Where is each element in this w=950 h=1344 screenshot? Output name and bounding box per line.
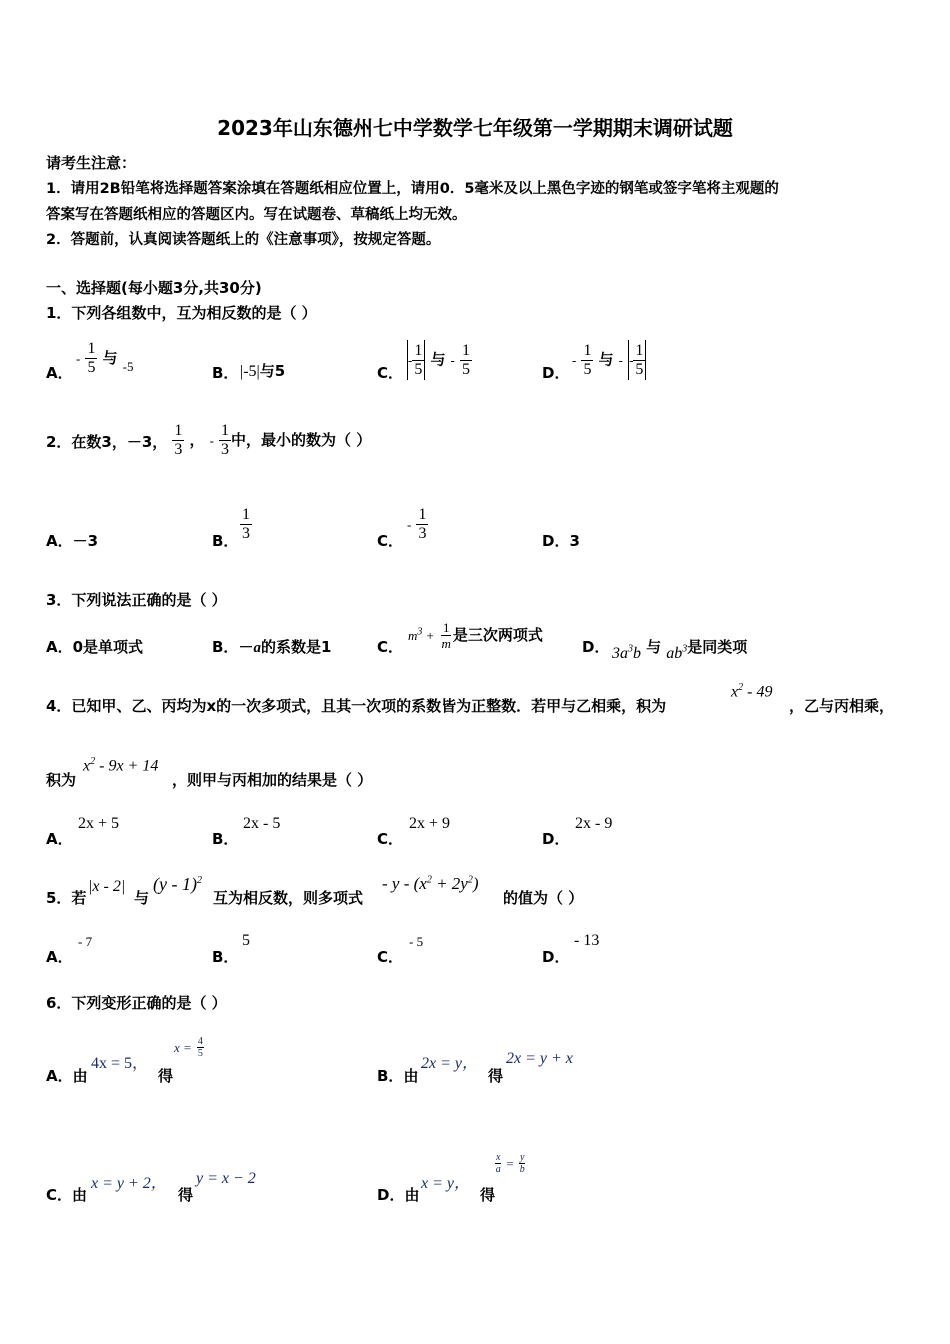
q2-comma: ， — [189, 431, 205, 449]
q2-option-b — [240, 506, 252, 543]
term-ab3: $ab^3$ — [666, 643, 688, 662]
abs-x-minus-2: |x - 2| — [88, 878, 126, 895]
q6-option-c: C．由 — [46, 1186, 88, 1204]
q1-option-d-label: D． — [542, 364, 570, 382]
minus-sign: - — [450, 352, 455, 368]
q4-option-c: 2x + 9 — [409, 815, 451, 832]
expr-y-minus-1-squared: (y - 1)$^2$ — [153, 874, 202, 894]
abs-bar-right — [645, 340, 646, 380]
q5-option-b-label: B． — [212, 948, 239, 966]
q2-option-b-label: B． — [212, 532, 239, 550]
q6-d-result: $\frac{x}{a}$ = $\frac{y}{b}$ — [495, 1152, 525, 1175]
q5-option-d-label: D． — [542, 948, 570, 966]
question-2-stem — [46, 422, 371, 459]
q3-option-d-label: D． — [582, 638, 610, 656]
q2-option-d: D．3 — [542, 532, 580, 550]
question-4-line-2-tail: ，则甲与丙相加的结果是（ ） — [172, 771, 373, 789]
q6-option-d: D．由 — [377, 1186, 420, 1204]
question-4-line-2-pre: 积为 — [46, 771, 77, 789]
q3-option-c — [408, 620, 543, 651]
q5-option-a-label: A． — [46, 948, 73, 966]
yu-text: 与 — [646, 638, 662, 656]
q4-option-d: 2x - 9 — [575, 815, 613, 832]
q2-lead: 2．在数3，－3， — [46, 433, 168, 451]
q1-option-d — [572, 340, 646, 380]
expr-x2-9x-14: $x^2 - 9x + 14$ — [83, 756, 159, 775]
minus-sign: - — [407, 517, 412, 532]
q6-option-b: B．由 — [377, 1067, 419, 1085]
yu-text: 与 — [102, 349, 118, 367]
q3-c-tail: 是三次两项式 — [452, 626, 543, 644]
fraction-1-m: $\frac{1}{m}$ — [441, 620, 451, 651]
q6-c-given: x = y + 2， — [91, 1175, 167, 1192]
fraction-1-5: $\frac{1}{5}$ — [635, 341, 644, 378]
fraction-x-a: $\frac{x}{a}$ — [495, 1152, 501, 1175]
q6-c-de: 得 — [178, 1186, 194, 1204]
section-heading: 一、选择题(每小题3分,共30分) — [46, 279, 262, 297]
q5-option-a: - 7 — [78, 934, 93, 949]
notice-line-1: 1．请用2B铅笔将选择题答案涂填在答题纸相应位置上，请用0．5毫米及以上黑色字迹的钢笔或签字笔将主观题的 — [46, 181, 779, 197]
fraction-4-5: $\frac{4}{5}$ — [197, 1036, 203, 1059]
page-title: 2023年山东德州七中学数学七年级第一学期期末调研试题 — [217, 116, 733, 140]
q4-option-b-label: B． — [212, 830, 239, 848]
fraction-1-5: $\frac{1}{5}$ — [583, 341, 592, 378]
neg-five: -5 — [122, 359, 134, 374]
q4-option-b: 2x - 5 — [243, 815, 281, 832]
q1-option-c — [407, 340, 472, 380]
minus-sign: - — [209, 433, 214, 448]
fraction-1-3: $\frac{1}{3}$ — [174, 422, 183, 458]
q1-option-b — [240, 360, 285, 381]
minus-sign: - — [408, 352, 413, 368]
question-5-mid: 互为相反数，则多项式 — [213, 889, 364, 907]
fraction-1-3: $\frac{1}{3}$ — [418, 506, 427, 542]
yu-text: 与 — [598, 350, 614, 369]
q4-option-a-label: A． — [46, 830, 73, 848]
fraction-1-5: $\frac{1}{5}$ — [87, 340, 96, 376]
abs-bar-right — [424, 340, 425, 380]
q2-option-c — [407, 506, 428, 543]
q2-tail: 中，最小的数为（ ） — [231, 431, 372, 449]
fraction-1-5: $\frac{1}{5}$ — [461, 341, 470, 378]
q6-d-given: x = y， — [421, 1175, 471, 1192]
q6-a-given: 4x = 5， — [91, 1055, 149, 1072]
minus-sign: - — [76, 351, 81, 366]
q6-option-a: A．由 — [46, 1067, 88, 1085]
question-5-tail: 的值为（ ） — [503, 889, 584, 907]
fraction-1-5: $\frac{1}{5}$ — [414, 341, 423, 378]
q3-option-a: A．0是单项式 — [46, 638, 144, 656]
yu-five-text: 与5 — [259, 362, 286, 380]
q1-option-a — [76, 340, 133, 377]
question-3-stem: 3．下列说法正确的是（ ） — [46, 591, 227, 609]
q6-c-result: y = x − 2 — [196, 1170, 256, 1187]
fraction-1-3: $\frac{1}{3}$ — [221, 422, 230, 458]
term-3a3b: $3a^3b$ — [612, 643, 641, 662]
expr-x2-49: $x^2 - 49$ — [731, 682, 773, 701]
q6-b-de: 得 — [488, 1067, 504, 1085]
yu-text: 与 — [430, 350, 446, 369]
notice-line-3: 2．答题前，认真阅读答题纸上的《注意事项》，按规定答题。 — [46, 232, 441, 248]
minus-sign: - — [618, 352, 623, 368]
q6-b-result: 2x = y + x — [506, 1050, 573, 1067]
question-5-pre: 5．若 — [46, 889, 87, 907]
question-5-yu: 与 — [134, 889, 150, 907]
question-4-line-1-tail: ，乙与丙相乘， — [789, 697, 895, 715]
question-6-stem: 6．下列变形正确的是（ ） — [46, 994, 227, 1012]
q3-option-d — [612, 636, 748, 662]
q6-d-de: 得 — [480, 1186, 496, 1204]
fraction-y-b: $\frac{y}{b}$ — [519, 1152, 525, 1175]
q5-option-c: - 5 — [409, 934, 424, 949]
q6-a-de: 得 — [158, 1067, 174, 1085]
question-4-line-1: 4．已知甲、乙、丙均为x的一次多项式，且其一次项的系数皆为正整数．若甲与乙相乘，积为 — [46, 697, 667, 715]
notice-line-2: 答案写在答题纸相应的答题区内。写在试题卷、草稿纸上均无效。 — [46, 207, 467, 223]
q5-option-c-label: C． — [377, 948, 404, 966]
q6-a-result — [174, 1036, 204, 1059]
q3-option-c-label: C． — [377, 638, 404, 656]
x-equals: x = — [174, 1040, 192, 1055]
question-1-stem: 1．下列各组数中，互为相反数的是（ ） — [46, 304, 317, 322]
minus-sign: - — [572, 352, 577, 368]
expr-neg-y-minus-poly: - $y - (x^2 + 2y^2)$ — [382, 874, 479, 893]
q3-d-tail: 是同类项 — [687, 638, 748, 656]
q1-option-c-label: C． — [377, 364, 404, 382]
q5-option-d: - 13 — [574, 932, 600, 949]
q2-option-c-label: C． — [377, 532, 404, 550]
notice-heading: 请考生注意： — [46, 154, 137, 172]
fraction-1-3: $\frac{1}{3}$ — [242, 506, 250, 542]
q5-option-b: 5 — [242, 932, 250, 949]
abs-neg-five: |-5| — [240, 363, 260, 380]
q4-option-d-label: D． — [542, 830, 570, 848]
q6-b-given: 2x = y， — [421, 1055, 479, 1072]
q2-option-a: A．－3 — [46, 532, 99, 550]
q3-option-b: B．－a的系数是1 — [212, 638, 332, 656]
minus-sign: - — [629, 352, 634, 368]
q4-option-a: 2x + 5 — [78, 815, 120, 832]
q4-option-c-label: C． — [377, 830, 404, 848]
m-cubed: $m^3$ + — [408, 626, 435, 643]
q1-option-b-label: B． — [212, 364, 239, 382]
q1-option-a-label: A． — [46, 364, 73, 382]
